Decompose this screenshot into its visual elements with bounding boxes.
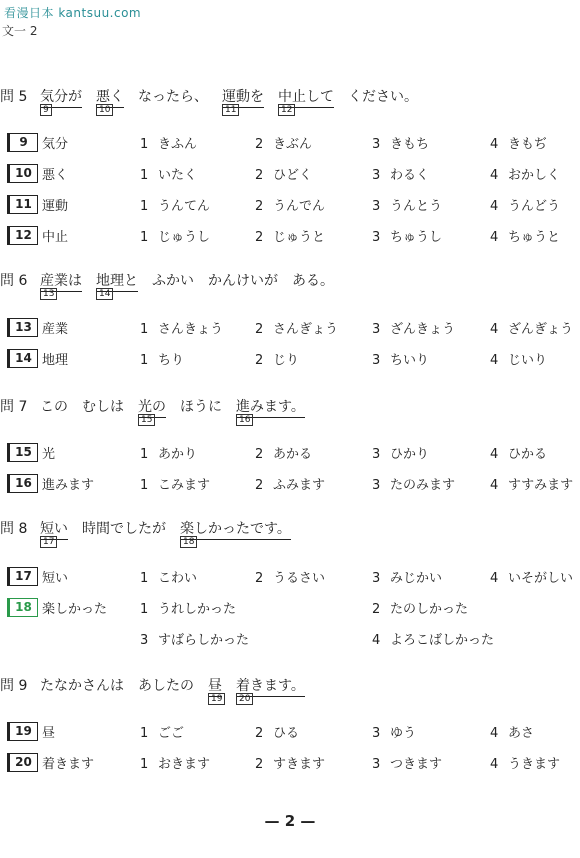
- answer-option[interactable]: [372, 133, 429, 153]
- answer-option[interactable]: [372, 164, 429, 184]
- blank-number-tag: 13: [40, 288, 57, 300]
- answer-option[interactable]: [255, 133, 312, 153]
- word-text: 悪く: [96, 89, 124, 105]
- option-text: こみます: [158, 478, 211, 493]
- answer-option[interactable]: [140, 629, 249, 649]
- option-number: 3: [372, 571, 381, 586]
- question-label: 問 6: [0, 273, 28, 289]
- option-number: 3: [140, 633, 149, 648]
- option-number: 3: [372, 137, 381, 152]
- option-text: うれしかった: [158, 602, 237, 617]
- answer-option[interactable]: [140, 318, 223, 338]
- option-number: 2: [255, 230, 264, 245]
- option-number: 1: [140, 478, 149, 493]
- option-text: よろこばしかった: [390, 633, 495, 648]
- option-text: あさ: [508, 726, 535, 741]
- option-text: うんてん: [158, 199, 211, 214]
- option-text: さんきょう: [158, 322, 224, 337]
- option-number: 2: [255, 571, 264, 586]
- option-number: 1: [140, 168, 149, 183]
- keyword: 悪く: [42, 168, 69, 183]
- blank-number-tag: 14: [96, 288, 113, 300]
- option-text: おきます: [158, 757, 211, 772]
- underlined-word: [40, 86, 82, 115]
- option-number: 3: [372, 230, 381, 245]
- underlined-word: [96, 270, 138, 299]
- option-number: 1: [140, 199, 149, 214]
- option-text: あかる: [273, 447, 313, 462]
- underlined-word: [236, 675, 305, 704]
- option-number: 3: [372, 353, 381, 368]
- option-number: 2: [255, 137, 264, 152]
- answer-option[interactable]: [490, 567, 573, 587]
- option-text: さんぎょう: [273, 322, 339, 337]
- option-text: きふん: [158, 137, 198, 152]
- word-text: 産業は: [40, 273, 82, 289]
- option-text: きもち: [390, 137, 430, 152]
- answer-option[interactable]: [140, 753, 210, 773]
- keyword: 運動: [42, 199, 69, 214]
- option-text: ちいり: [390, 353, 430, 368]
- keyword: 着きます: [42, 757, 95, 772]
- underlined-word: [208, 675, 223, 704]
- option-number: 4: [490, 726, 499, 741]
- question-number-box: 15: [7, 443, 38, 462]
- word-text: 短い: [40, 521, 68, 537]
- option-number: 2: [372, 602, 381, 617]
- question-q8-sentence: [0, 518, 305, 547]
- option-number: 4: [490, 199, 499, 214]
- option-number: 2: [255, 447, 264, 462]
- option-number: 1: [140, 757, 149, 772]
- option-text: ひかる: [508, 447, 548, 462]
- question-number-box: 10: [7, 164, 38, 183]
- option-text: じゅうし: [158, 230, 211, 245]
- option-text: すすみます: [508, 478, 574, 493]
- question-number-box: 12: [7, 226, 38, 245]
- option-number: 3: [372, 478, 381, 493]
- sentence-text: ある。: [292, 273, 334, 289]
- option-number: 2: [255, 322, 264, 337]
- keyword: 光: [42, 447, 56, 462]
- option-text: わるく: [390, 168, 430, 183]
- option-text: じいり: [508, 353, 548, 368]
- option-text: すばらしかった: [158, 633, 250, 648]
- answer-option[interactable]: [255, 195, 325, 215]
- answer-option[interactable]: [140, 443, 197, 463]
- answer-option[interactable]: [372, 226, 442, 246]
- option-number: 4: [490, 757, 499, 772]
- option-number: 1: [140, 137, 149, 152]
- option-text: すきます: [273, 757, 326, 772]
- option-number: 1: [140, 447, 149, 462]
- answer-option[interactable]: [140, 598, 236, 618]
- answer-option[interactable]: [255, 164, 312, 184]
- question-number-box: 11: [7, 195, 38, 214]
- option-number: 1: [140, 353, 149, 368]
- keyword: 産業: [42, 322, 69, 337]
- underlined-word: [96, 86, 124, 115]
- word-text: 着きます。: [236, 678, 305, 694]
- keyword: 短い: [42, 571, 69, 586]
- option-number: 2: [255, 757, 264, 772]
- blank-number-tag: 12: [278, 104, 295, 116]
- sentence-text: ほうに: [180, 399, 222, 415]
- page-reference: 文一 2: [2, 24, 38, 38]
- word-text: 昼: [208, 678, 222, 694]
- sentence-text: ふかい: [152, 273, 194, 289]
- option-text: たのみます: [390, 478, 456, 493]
- keyword: 気分: [42, 137, 69, 152]
- blank-number-tag: 9: [40, 104, 52, 116]
- answer-option[interactable]: [490, 753, 560, 773]
- answer-option[interactable]: [255, 474, 325, 494]
- underlined-word: [40, 270, 82, 299]
- sentence-text: むしは: [82, 399, 124, 415]
- question-q6-sentence: [0, 270, 348, 299]
- word-text: 中止して: [278, 89, 334, 105]
- option-text: あかり: [158, 447, 198, 462]
- option-number: 3: [372, 199, 381, 214]
- blank-number-tag: 15: [138, 414, 155, 426]
- question-number-box: 19: [7, 722, 38, 741]
- sentence-text: ください。: [348, 89, 418, 105]
- answer-option[interactable]: [490, 318, 573, 338]
- word-text: 気分が: [40, 89, 82, 105]
- answer-option[interactable]: [255, 226, 325, 246]
- option-number: 4: [490, 571, 499, 586]
- option-number: 4: [372, 633, 381, 648]
- option-number: 3: [372, 168, 381, 183]
- option-text: ひかり: [390, 447, 430, 462]
- answer-option[interactable]: [372, 753, 442, 773]
- keyword: 昼: [42, 726, 56, 741]
- word-text: 進みます。: [236, 399, 305, 415]
- option-number: 1: [140, 726, 149, 741]
- question-number-box: 16: [7, 474, 38, 493]
- blank-number-tag: 17: [40, 536, 57, 548]
- answer-option[interactable]: [140, 195, 210, 215]
- word-text: 運動を: [222, 89, 264, 105]
- option-text: ちり: [158, 353, 185, 368]
- underlined-word: [222, 86, 264, 115]
- option-number: 1: [140, 571, 149, 586]
- option-text: ゆう: [390, 726, 417, 741]
- question-label: 問 8: [0, 521, 28, 537]
- answer-option[interactable]: [372, 722, 416, 742]
- watermark: 看漫日本 kantsuu.com: [4, 6, 142, 20]
- answer-option[interactable]: [372, 318, 455, 338]
- sentence-text: たなかさんは: [40, 678, 124, 694]
- answer-option[interactable]: [372, 598, 468, 618]
- answer-option[interactable]: [490, 349, 547, 369]
- option-number: 3: [372, 447, 381, 462]
- option-number: 4: [490, 168, 499, 183]
- underlined-word: [40, 518, 68, 547]
- question-number-box: 18: [7, 598, 38, 617]
- answer-option[interactable]: [372, 349, 429, 369]
- question-number-box: 14: [7, 349, 38, 368]
- word-text: 光の: [138, 399, 166, 415]
- underlined-word: [180, 518, 291, 547]
- underlined-word: [236, 396, 305, 425]
- blank-number-tag: 19: [208, 693, 225, 705]
- sentence-text: 時間でしたが: [82, 521, 166, 537]
- answer-row: [0, 598, 580, 618]
- sentence-text: あしたの: [138, 678, 194, 694]
- option-text: うんどう: [508, 199, 561, 214]
- answer-option[interactable]: [255, 567, 325, 587]
- option-text: ひどく: [273, 168, 313, 183]
- option-text: ひる: [273, 726, 300, 741]
- option-number: 3: [372, 726, 381, 741]
- answer-option[interactable]: [490, 164, 560, 184]
- answer-option[interactable]: [372, 443, 429, 463]
- option-text: じゅうと: [273, 230, 326, 245]
- option-number: 3: [372, 757, 381, 772]
- answer-option[interactable]: [140, 567, 197, 587]
- option-text: ちゅうし: [390, 230, 443, 245]
- option-number: 1: [140, 322, 149, 337]
- option-number: 4: [490, 137, 499, 152]
- question-number-box: 17: [7, 567, 38, 586]
- question-q7-sentence: [0, 396, 319, 425]
- option-text: こわい: [158, 571, 198, 586]
- option-number: 1: [140, 230, 149, 245]
- option-number: 2: [255, 199, 264, 214]
- keyword: 中止: [42, 230, 69, 245]
- option-text: いそがしい: [508, 571, 574, 586]
- answer-option[interactable]: [490, 722, 534, 742]
- option-text: きぶん: [273, 137, 313, 152]
- answer-option[interactable]: [372, 567, 442, 587]
- blank-number-tag: 20: [236, 693, 253, 705]
- keyword: 進みます: [42, 478, 95, 493]
- option-text: ざんきょう: [390, 322, 456, 337]
- option-text: みじかい: [390, 571, 443, 586]
- option-text: ごご: [158, 726, 185, 741]
- question-label: 問 7: [0, 399, 28, 415]
- option-number: 2: [255, 168, 264, 183]
- blank-number-tag: 18: [180, 536, 197, 548]
- option-number: 2: [255, 353, 264, 368]
- answer-option[interactable]: [372, 195, 442, 215]
- answer-option[interactable]: [490, 133, 547, 153]
- word-text: 地理と: [96, 273, 138, 289]
- option-number: 2: [255, 478, 264, 493]
- option-number: 3: [372, 322, 381, 337]
- option-text: うんとう: [390, 199, 443, 214]
- answer-option[interactable]: [490, 474, 573, 494]
- answer-option[interactable]: [140, 164, 197, 184]
- option-text: きもぢ: [508, 137, 548, 152]
- option-number: 2: [255, 726, 264, 741]
- option-number: 4: [490, 478, 499, 493]
- page-number: — 2 —: [264, 812, 316, 830]
- option-text: うんでん: [273, 199, 326, 214]
- underlined-word: [278, 86, 334, 115]
- answer-option[interactable]: [255, 318, 338, 338]
- option-number: 4: [490, 230, 499, 245]
- option-text: うるさい: [273, 571, 326, 586]
- option-number: 1: [140, 602, 149, 617]
- question-label: 問 9: [0, 678, 28, 694]
- answer-option[interactable]: [372, 474, 455, 494]
- answer-option[interactable]: [490, 226, 560, 246]
- answer-option[interactable]: [490, 195, 560, 215]
- question-label: 問 5: [0, 89, 28, 105]
- question-number-box: 9: [7, 133, 38, 152]
- sentence-text: かんけいが: [208, 273, 278, 289]
- option-text: じり: [273, 353, 300, 368]
- answer-option[interactable]: [140, 133, 197, 153]
- answer-option[interactable]: [255, 349, 299, 369]
- question-q9-sentence: [0, 675, 319, 704]
- answer-option[interactable]: [372, 629, 494, 649]
- blank-number-tag: 10: [96, 104, 113, 116]
- option-number: 4: [490, 447, 499, 462]
- answer-option[interactable]: [490, 443, 547, 463]
- answer-option[interactable]: [140, 226, 210, 246]
- option-text: たのしかった: [390, 602, 469, 617]
- option-text: ざんぎょう: [508, 322, 574, 337]
- option-text: いたく: [158, 168, 198, 183]
- answer-option[interactable]: [140, 474, 210, 494]
- question-number-box: 20: [7, 753, 38, 772]
- answer-option[interactable]: [140, 349, 184, 369]
- word-text: 楽しかったです。: [180, 521, 291, 537]
- question-number-box: 13: [7, 318, 38, 337]
- option-text: ちゅうと: [508, 230, 561, 245]
- option-text: つきます: [390, 757, 443, 772]
- option-text: おかしく: [508, 168, 561, 183]
- option-text: うきます: [508, 757, 561, 772]
- answer-option[interactable]: [140, 722, 184, 742]
- sentence-text: なったら、: [138, 89, 208, 105]
- option-text: ふみます: [273, 478, 326, 493]
- underlined-word: [138, 396, 166, 425]
- option-number: 4: [490, 322, 499, 337]
- blank-number-tag: 11: [222, 104, 239, 116]
- answer-option[interactable]: [255, 722, 299, 742]
- blank-number-tag: 16: [236, 414, 253, 426]
- option-number: 4: [490, 353, 499, 368]
- answer-option[interactable]: [255, 753, 325, 773]
- keyword: 楽しかった: [42, 602, 108, 617]
- answer-option[interactable]: [255, 443, 312, 463]
- sentence-text: この: [40, 399, 68, 415]
- keyword: 地理: [42, 353, 69, 368]
- question-q5-sentence: [0, 86, 432, 115]
